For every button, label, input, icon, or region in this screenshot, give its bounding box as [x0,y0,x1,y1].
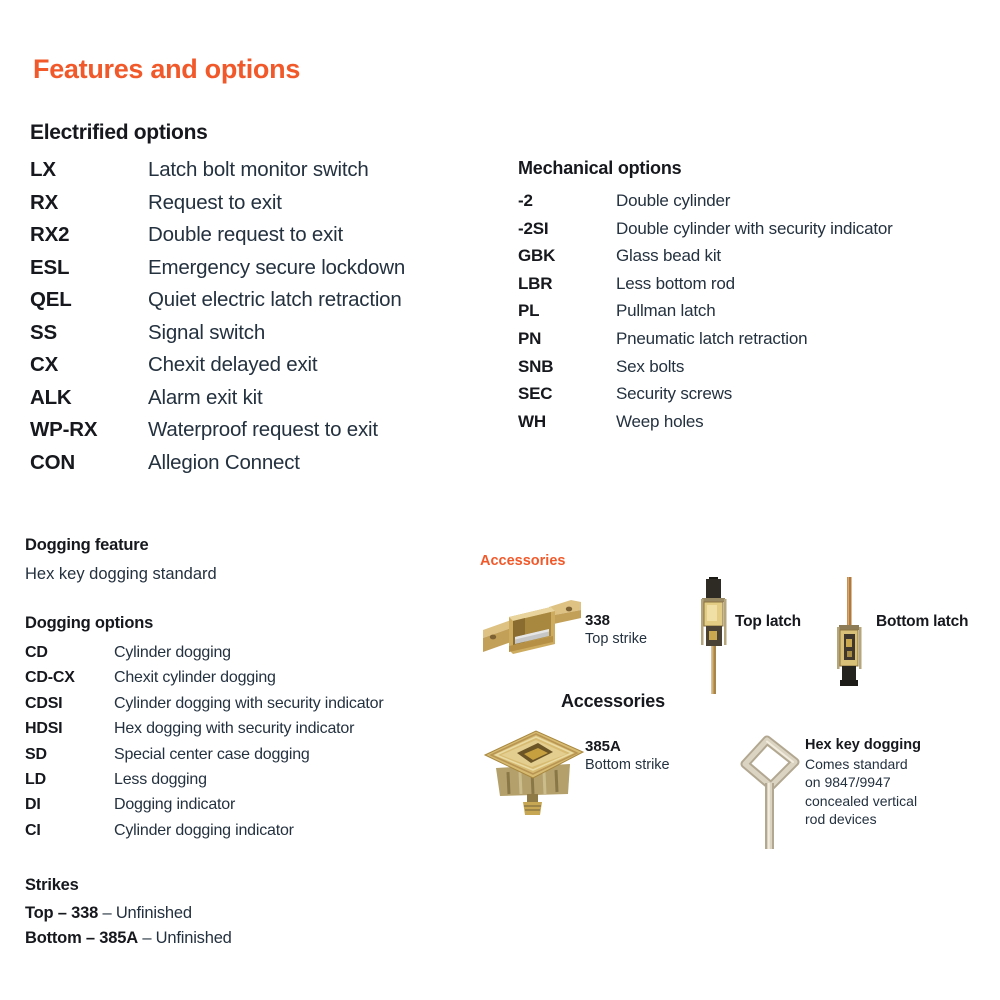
option-desc: Cylinder dogging with security indicator [114,694,384,712]
option-row [25,644,485,669]
option-desc: Alarm exit kit [148,385,263,409]
option-desc: Less dogging [114,770,207,788]
option-row [30,451,500,484]
option-code: SEC [518,384,553,404]
strike-338-code: 338 [585,612,611,629]
hex-key-line: concealed vertical [805,792,918,809]
option-code: SD [25,745,47,763]
dogging-options-heading: Dogging options [25,614,154,632]
option-row [25,695,485,720]
strike-bottom-finish: – Unfinished [137,929,232,947]
option-code: QEL [30,288,72,311]
strike-338-caption [585,611,647,649]
option-desc: Signal switch [148,320,266,344]
option-code: SNB [518,356,554,376]
strikes-heading: Strikes [25,876,79,894]
hex-key-line: rod devices [805,811,877,827]
option-row [25,720,485,745]
top-latch-label: Top latch [735,613,801,630]
bottom-latch-label: Bottom latch [876,613,969,630]
hex-key-image [733,733,805,855]
option-desc: Dogging indicator [114,796,236,814]
option-desc: Chexit delayed exit [148,353,318,376]
option-code: WH [518,411,546,431]
option-desc: Request to exit [148,190,282,214]
option-desc: Quiet electric latch retraction [148,288,402,311]
option-row [25,771,485,796]
dogging-options-list [25,644,485,847]
option-code: CI [25,821,41,839]
hex-key-caption [805,736,935,829]
option-desc: Cylinder dogging indicator [114,821,294,839]
option-row [518,191,998,219]
option-row [518,357,998,385]
option-desc: Cylinder dogging [114,644,231,661]
option-desc: Waterproof request to exit [148,418,378,441]
accessories-heading-orange: Accessories [480,553,566,569]
option-desc: Security screws [616,384,733,404]
dogging-feature-heading: Dogging feature [25,536,149,554]
mechanical-options-list [518,191,998,439]
option-desc: Less bottom rod [616,273,735,293]
option-row [518,329,998,357]
dogging-feature-text: Hex key dogging standard [25,565,217,583]
option-code: CD-CX [25,669,75,687]
option-row [518,301,998,329]
strike-385a-code: 385A [585,738,621,755]
electrified-options-list [30,158,500,483]
hex-key-title: Hex key dogging [805,737,922,753]
option-desc: Hex dogging with security indicator [114,720,355,738]
hex-key-line: Comes standard [805,755,908,772]
option-code: LD [25,770,46,788]
option-desc: Pneumatic latch retraction [616,328,808,348]
option-code: -2 [518,191,533,210]
option-desc: Double cylinder with security indicator [616,218,893,238]
option-row [30,256,500,289]
option-row [25,669,485,694]
option-code: CON [30,450,75,474]
option-row [30,386,500,419]
page-title: Features and options [33,54,301,84]
option-code: SS [30,320,57,344]
option-code: LX [30,158,56,181]
strike-385a-label: Bottom strike [585,757,670,773]
option-code: ALK [30,385,72,409]
strike-top-finish: – Unfinished [98,904,192,922]
accessories-heading-black: Accessories [561,691,665,711]
option-desc: Emergency secure lockdown [148,255,406,279]
option-desc: Chexit cylinder dogging [114,669,276,687]
strike-338-label: Top strike [585,631,648,647]
option-row [30,288,500,321]
option-row [30,353,500,386]
strike-top-code: Top – 338 [25,904,99,922]
option-row [30,418,500,451]
option-row [25,746,485,771]
option-desc: Latch bolt monitor switch [148,158,369,181]
hex-key-line: on 9847/9947 [805,774,891,790]
option-desc: Weep holes [616,411,704,431]
option-code: PN [518,328,542,348]
strike-bottom-code: Bottom – 385A [25,929,138,947]
option-row [25,822,485,847]
option-code: RX [30,190,59,214]
option-code: PL [518,301,540,321]
option-row [518,274,998,302]
option-code: CX [30,353,59,376]
option-row [518,412,998,440]
option-desc: Glass bead kit [616,246,721,266]
option-desc: Sex bolts [616,356,685,376]
bottom-latch-image [831,577,867,695]
option-desc: Special center case dogging [114,745,310,763]
option-desc: Pullman latch [616,301,716,321]
top-strike-338-image [481,584,583,664]
option-code: RX2 [30,223,70,246]
strike-line-top [25,904,192,923]
option-row [25,796,485,821]
option-row [30,158,500,191]
bottom-strike-385a-image [480,722,588,824]
option-code: LBR [518,273,553,293]
mechanical-options-heading: Mechanical options [518,158,682,178]
option-row [30,223,500,256]
option-desc: Double cylinder [616,191,731,210]
option-code: CD [25,644,48,661]
option-row [518,384,998,412]
option-code: ESL [30,255,70,279]
option-code: WP-RX [30,418,98,441]
option-code: HDSI [25,720,63,738]
option-code: -2SI [518,218,549,238]
strike-line-bottom [25,929,232,948]
electrified-options-heading: Electrified options [30,121,208,144]
option-row [518,219,998,247]
option-desc: Double request to exit [148,223,344,246]
option-code: CDSI [25,694,63,712]
option-row [30,321,500,354]
top-latch-image [697,577,731,695]
option-code: GBK [518,246,556,266]
option-code: DI [25,796,41,814]
option-row [518,246,998,274]
strike-385a-caption [585,737,670,775]
option-row [30,191,500,224]
option-desc: Allegion Connect [148,450,300,474]
